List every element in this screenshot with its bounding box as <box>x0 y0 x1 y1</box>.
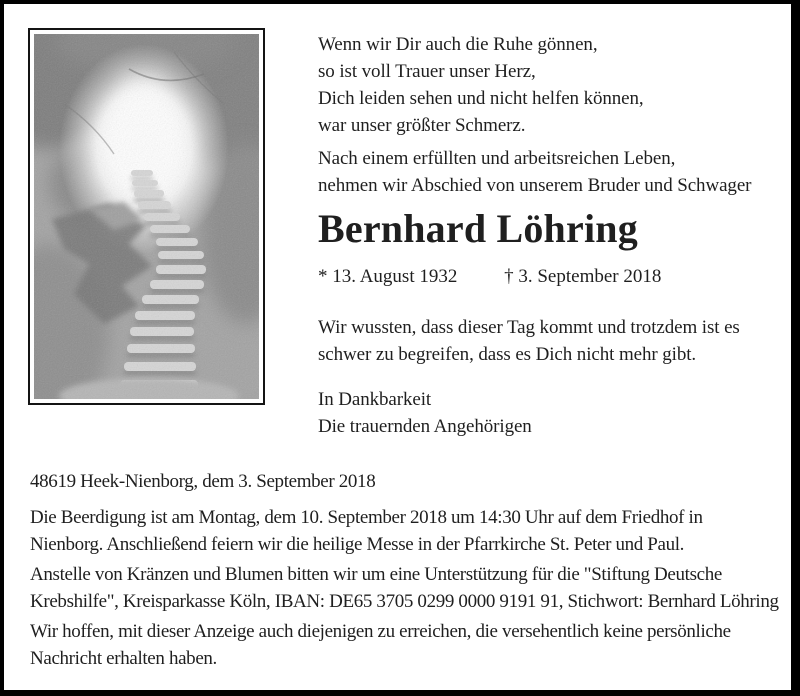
deceased-name: Bernhard Löhring <box>318 206 638 251</box>
poem-line: war unser größter Schmerz. <box>318 115 526 136</box>
poem-line: Dich leiden sehen und nicht helfen können, <box>318 88 644 109</box>
funeral-line: Die Beerdigung ist am Montag, dem 10. September 2018 um 14:30 Uhr auf dem Friedhof in <box>30 507 703 528</box>
donation-line: Krebshilfe", Kreisparkasse Köln, IBAN: DE65 3705 0299 0000 9191 91, Stichwort: Bernhard Löhring <box>30 591 779 612</box>
intro-text <box>318 145 751 199</box>
poem-line: Wenn wir Dir auch die Ruhe gönnen, <box>318 34 598 55</box>
donation-line: Anstelle von Kränzen und Blumen bitten wir um eine Unterstützung für die "Stiftung Deutsche <box>30 564 722 585</box>
message-text <box>318 314 740 368</box>
final-note <box>30 618 731 672</box>
funeral-info <box>30 504 703 558</box>
poem-line: so ist voll Trauer unser Herz, <box>318 61 536 82</box>
life-dates <box>318 266 661 288</box>
final-note-line: Wir hoffen, mit dieser Anzeige auch diejenigen zu erreichen, die versehentlich keine persönliche <box>30 621 731 642</box>
intro-line: Nach einem erfüllten und arbeitsreichen Leben, <box>318 148 676 169</box>
message-line: schwer zu begreifen, dass es Dich nicht mehr gibt. <box>318 344 697 365</box>
closing-line: Die trauernden Angehörigen <box>318 416 532 437</box>
closing-text <box>318 386 532 440</box>
memorial-image-frame <box>28 28 265 405</box>
place-date: 48619 Heek-Nienborg, dem 3. September 2018 <box>30 471 376 492</box>
stairway-to-light-image <box>34 34 259 399</box>
message-line: Wir wussten, dass dieser Tag kommt und trotzdem ist es <box>318 317 740 338</box>
poem <box>318 31 644 139</box>
closing-line: In Dankbarkeit <box>318 389 432 410</box>
final-note-line: Nachricht erhalten haben. <box>30 648 217 669</box>
donation-info <box>30 561 779 615</box>
death-date: † 3. September 2018 <box>504 266 662 287</box>
intro-line: nehmen wir Abschied von unserem Bruder und Schwager <box>318 175 752 196</box>
birth-date: * 13. August 1932 <box>318 266 458 287</box>
funeral-line: Nienborg. Anschließend feiern wir die heilige Messe in der Pfarrkirche St. Peter und Paul. <box>30 534 685 555</box>
